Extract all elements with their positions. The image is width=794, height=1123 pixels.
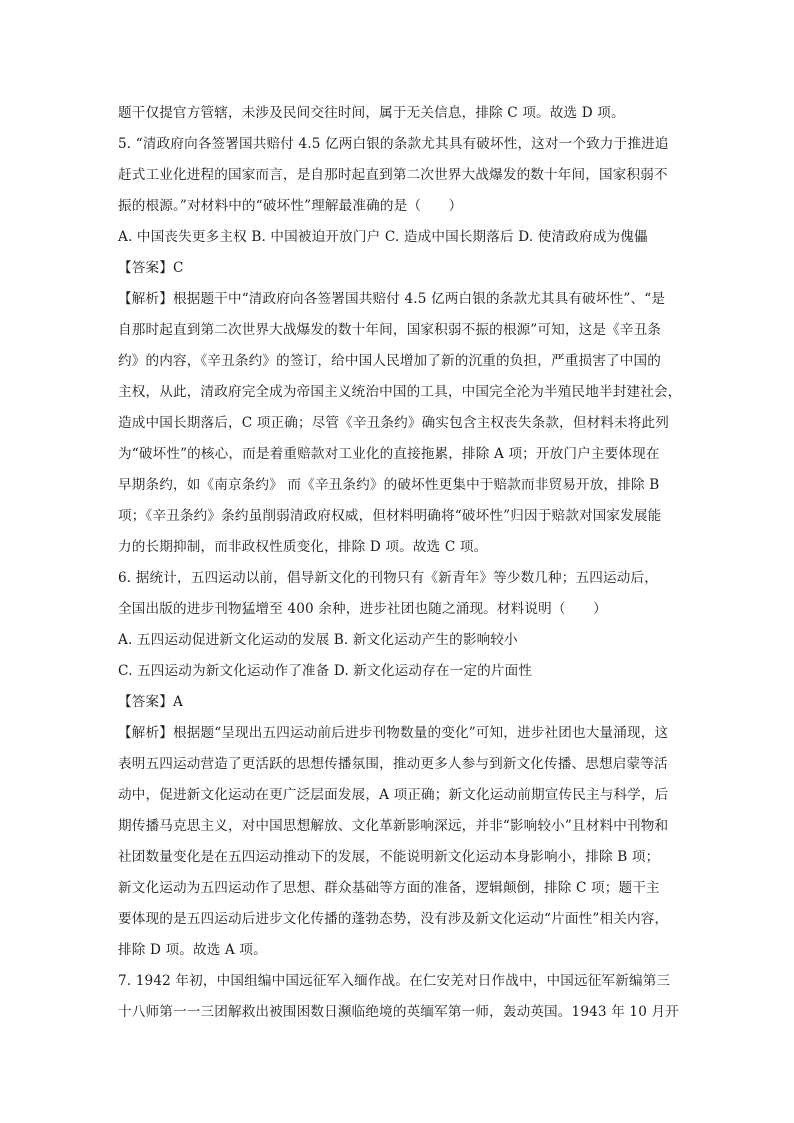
question-5-analysis: 早期条约，如《南京条约》 而《辛丑条约》的破坏性更集中于赔款而非贸易开放，排除 B (118, 477, 660, 493)
question-5-analysis: 主权，从此，清政府完全成为帝国主义统治中国的工具，中国完全沦为半殖民地半封建社会， (118, 384, 682, 400)
question-6-analysis: 新文化运动为五四运动作了思想、群众基础等方面的准备，逻辑颠倒，排除 C 项；题干主 (118, 880, 660, 896)
question-6-answer: 【答案】A (118, 694, 183, 710)
question-5-stem: 振的根源。”对材料中的“破坏性”理解最准确的是（ ） (118, 198, 463, 214)
question-7-stem: 十八师第一一三团解救出被围困数日濒临绝境的英缅军第一师，轰动英国。1943 年 10 月开 (118, 1004, 679, 1020)
question-7-stem: 7. 1942 年初，中国组编中国远征军入缅作战。在仁安羌对日作战中，中国远征军新编第三 (118, 973, 671, 989)
question-6-analysis: 【解析】根据题“呈现出五四运动前后进步刊物数量的变化”可知，进步社团也大量涌现，这 (118, 725, 669, 741)
question-6-stem: 6. 据统计，五四运动以前，倡导新文化的刊物只有《新青年》等少数几种；五四运动后， (118, 570, 659, 586)
question-6-analysis: 要体现的是五四运动后进步文化传播的蓬勃态势，没有涉及新文化运动“片面性”相关内容， (118, 911, 669, 927)
question-6-options: C. 五四运动为新文化运动作了准备 D. 新文化运动存在一定的片面性 (118, 663, 533, 679)
question-5-stem: 赶式工业化进程的国家而言，是自那时起直到第二次世界大战爆发的数十年间，国家积弱不 (118, 167, 668, 183)
question-6-options: A. 五四运动促进新文化运动的发展 B. 新文化运动产生的影响较小 (118, 632, 518, 648)
question-5-analysis: 造成中国长期落后，C 项正确；尽管《辛丑条约》确实包含主权丧失条款，但材料未将此列 (118, 415, 670, 431)
question-6-stem: 全国出版的进步刊物猛增至 400 余种，进步社团也随之涌现。材料说明（ ） (118, 601, 607, 617)
question-6-analysis: 动中，促进新文化运动在更广泛层面发展，A 项正确；新文化运动前期宣传民主与科学，后 (118, 787, 669, 803)
question-5-analysis: 【解析】根据题干中“清政府向各签署国共赔付 4.5 亿两白银的条款尤其具有破坏性”、“是 (118, 291, 666, 307)
question-6-analysis: 排除 D 项。故选 A 项。 (118, 942, 267, 958)
text-line-continuation: 题干仅提官方管辖，未涉及民间交往时间，属于无关信息，排除 C 项。故选 D 项。 (118, 105, 625, 121)
question-6-analysis: 表明五四运动营造了更活跃的思想传播氛围，推动更多人参与到新文化传播、思想启蒙等活 (118, 756, 668, 772)
question-5-answer: 【答案】C (118, 260, 184, 276)
question-6-analysis: 期传播马克思主义，对中国思想解放、文化革新影响深远，并非“影响较小”且材料中刊物和 (118, 818, 669, 834)
question-5-analysis: 自那时起直到第二次世界大战爆发的数十年间，国家积弱不振的根源”可知，这是《辛丑条 (118, 322, 662, 338)
question-5-analysis: 约》的内容，《辛丑条约》的签订，给中国人民增加了新的沉重的负担，严重损害了中国的 (118, 353, 661, 369)
document-page (118, 98, 686, 1028)
question-5-analysis: 为“破坏性”的核心，而是着重赔款对工业化的直接拖累，排除 A 项；开放门户主要体现在 (118, 446, 660, 462)
question-5-analysis: 项；《辛丑条约》条约虽削弱清政府权威，但材料明确将“破坏性”归因于赔款对国家发展能 (118, 508, 662, 524)
question-6-analysis: 社团数量变化是在五四运动推动下的发展，不能说明新文化运动本身影响小，排除 B 项； (118, 849, 660, 865)
question-5-analysis: 力的长期抑制，而非政权性质变化，排除 D 项。故选 C 项。 (118, 539, 488, 555)
question-5-stem: 5. “清政府向各签署国共赔付 4.5 亿两白银的条款尤其具有破坏性，这对一个致力于推进追 (118, 136, 669, 152)
question-5-options: A. 中国丧失更多主权 B. 中国被迫开放门户 C. 造成中国长期落后 D. 使清政府成为傀儡 (118, 229, 648, 245)
